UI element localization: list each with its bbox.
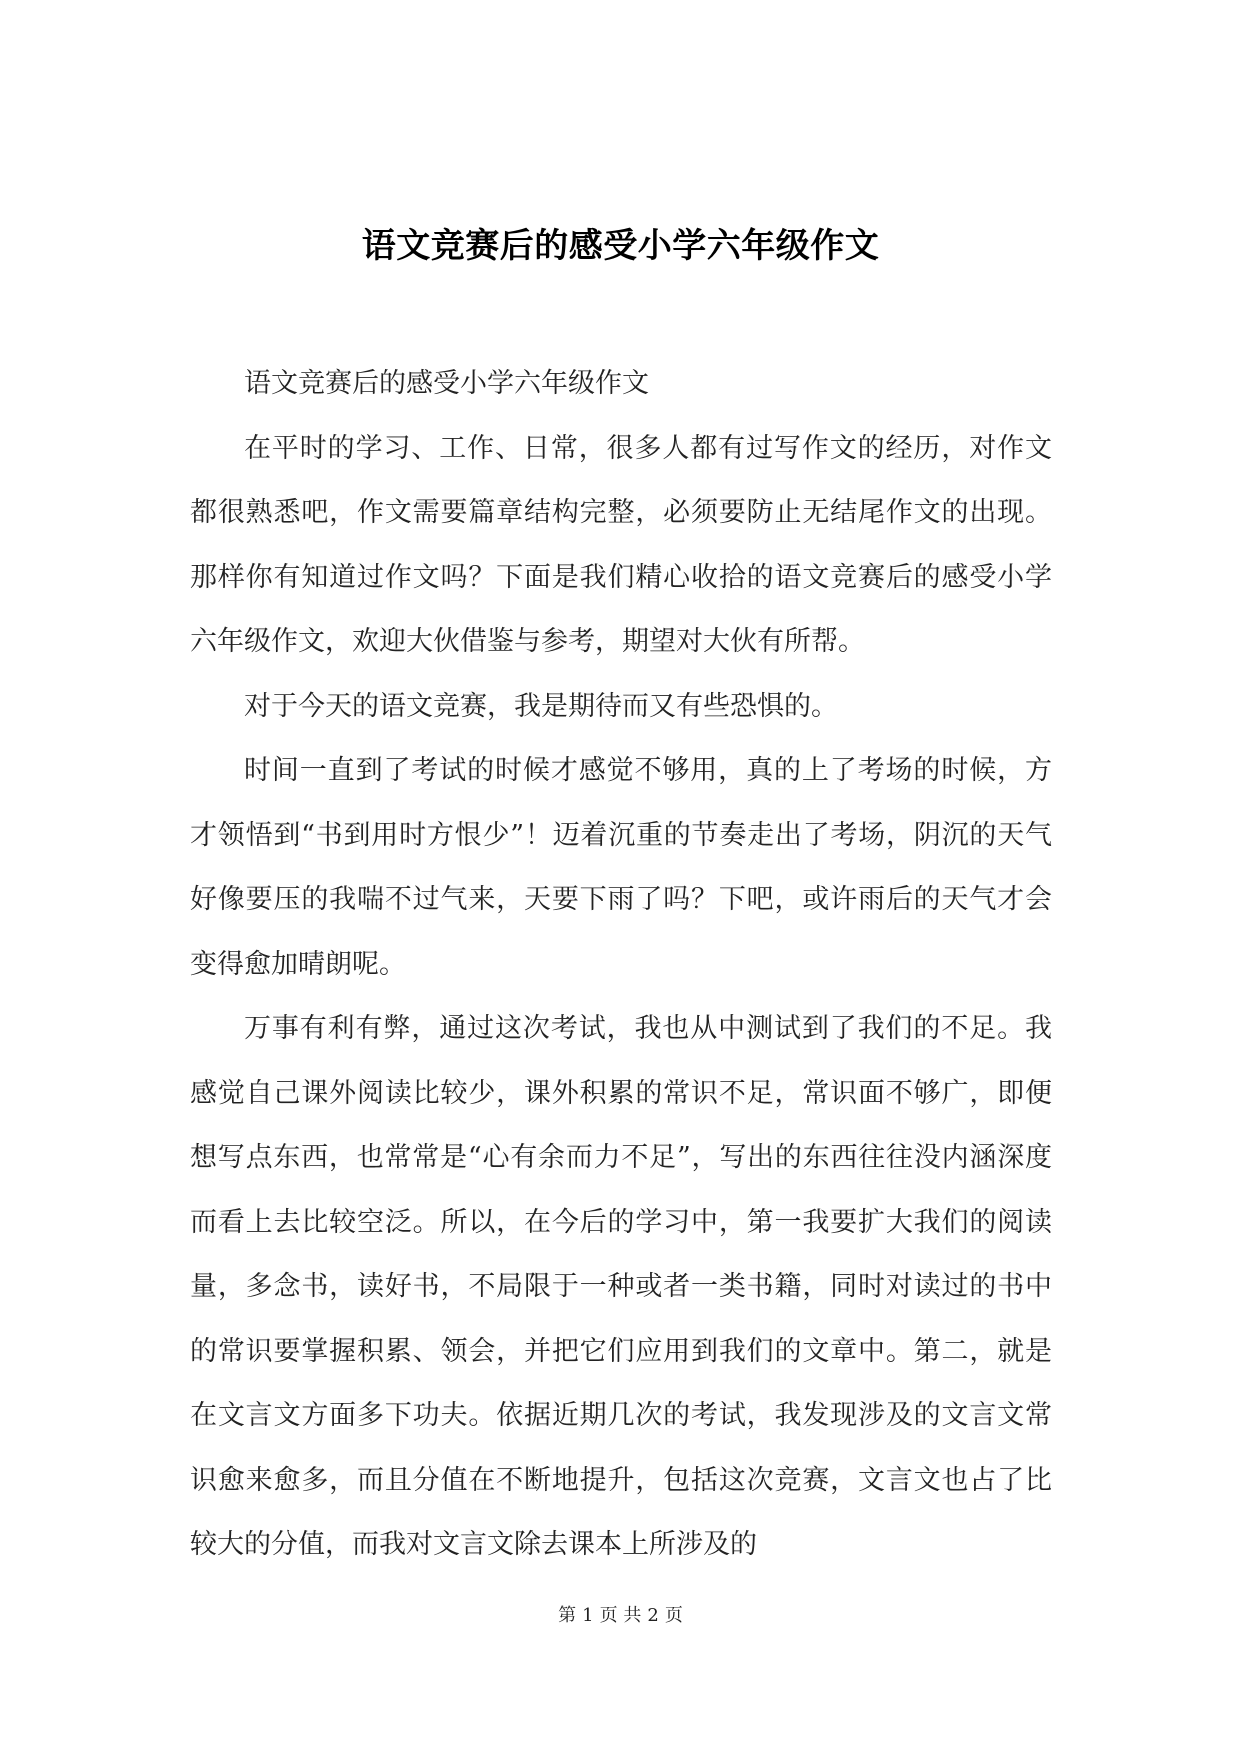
- footer-suffix: 页: [664, 1605, 683, 1626]
- footer-current-page: 1: [582, 1605, 594, 1626]
- paragraph-expectation: 对于今天的语文竞赛，我是期待而又有些恐惧的。: [244, 690, 838, 722]
- paragraph-reflection: 万事有利有弊，通过这次考试，我也从中测试到了我们的不足。我感觉自己课外阅读比较少，课外积累的常识不足，常识面不够广，即便想写点东西，也常常是“心有余而力不足”，写出的东西往往没内涵深度而看上去比较空泛。所以，在今后的学习中，第一我要扩大我们的阅读量，多念书，读好书，不局限于一种或者一类书籍，同时对读过的书中的常识要掌握积累、领会，并把它们应用到我们的文章中。第二，就是在文言文方面多下功夫。依据近期几次的考试，我发现涉及的文言文常识愈来愈多，而且分值在不断地提升，包括这次竞赛，文言文也占了比较大的分值，而我对文言文除去课本上所涉及的: [190, 1013, 1052, 1560]
- footer-middle: 页 共: [599, 1605, 642, 1626]
- page-footer: [0, 1603, 1241, 1629]
- paragraph-exam: 时间一直到了考试的时候才感觉不够用，真的上了考场的时候，方才领悟到“书到用时方恨少”！迈着沉重的节奏走出了考场，阴沉的天气好像要压的我喘不过气来，天要下雨了吗？下吧，或许雨后的天气才会变得愈加晴朗呢。: [190, 755, 1052, 980]
- page-title: 语文竞赛后的感受小学六年级作文: [361, 226, 880, 266]
- footer-prefix: 第: [558, 1605, 577, 1626]
- paragraph-heading: 语文竞赛后的感受小学六年级作文: [244, 368, 649, 399]
- paragraph-intro: 在平时的学习、工作、日常，很多人都有过写作文的经历，对作文都很熟悉吧，作文需要篇章结构完整，必须要防止无结尾作文的出现。那样你有知道过作文吗？下面是我们精心收拾的语文竞赛后的感受小学六年级作文，欢迎大伙借鉴与参考，期望对大伙有所帮。: [190, 432, 1052, 657]
- footer-total-pages: 2: [647, 1605, 659, 1626]
- document-body: [190, 352, 1052, 1578]
